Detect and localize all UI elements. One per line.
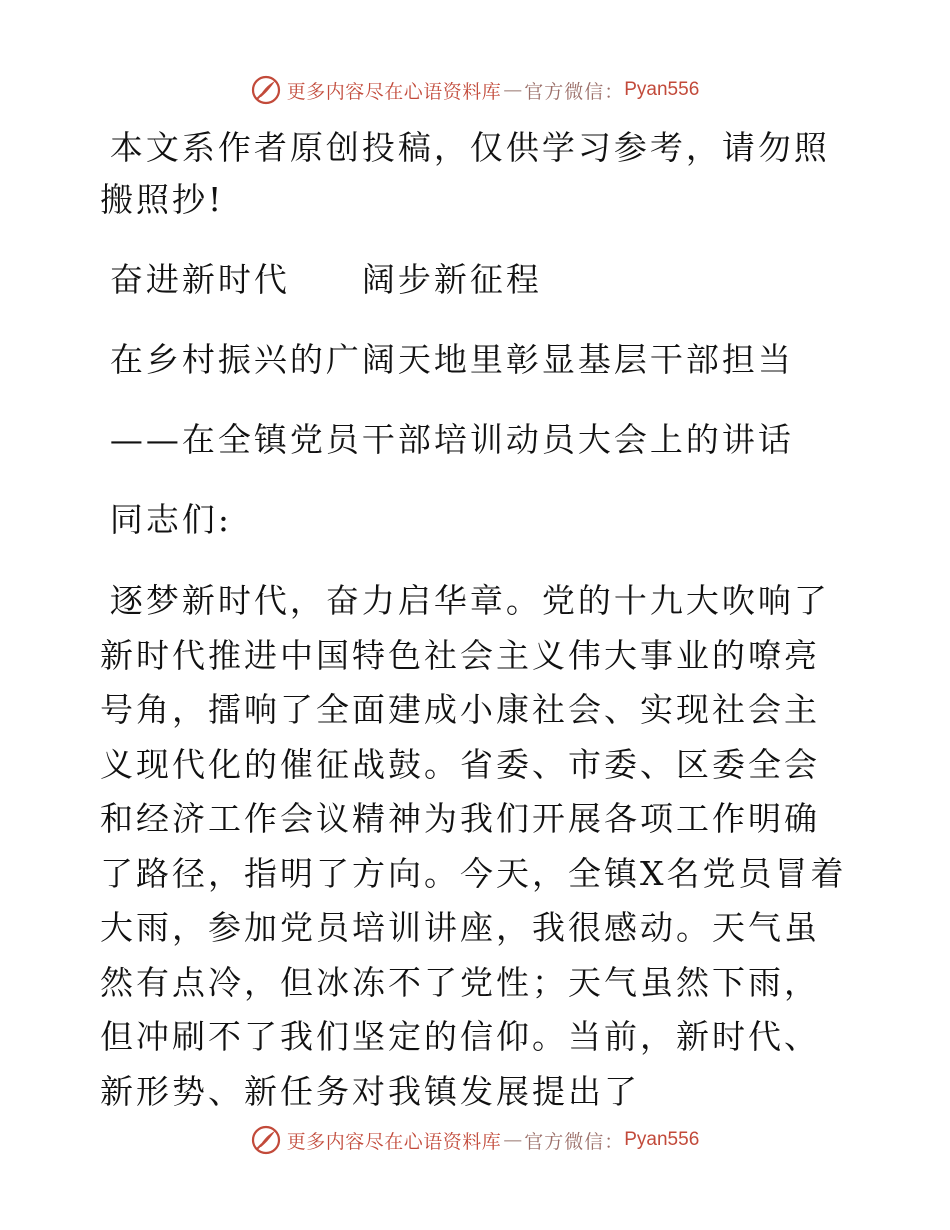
banner-text: 更多内容尽在心语资料库 xyxy=(286,80,502,103)
banner-separator: — xyxy=(503,79,523,101)
banner-wechat-label: 官方微信： xyxy=(524,1130,625,1153)
body-paragraph: 逐梦新时代，奋力启华章。党的十九大吹响了新时代推进中国特色社会主义伟大事业的嘹亮号角，擂响了全面建成小康社会、实现社会主义现代化的催征战鼓。省委、市委、区委全会和经济工作会议精神为我们开展各项工作明确了路径，指明了方向。今天，全镇X名党员冒着大雨，参加党员培训讲座，我很感动。天气虽然有点冷，但冰冻不了党性；天气虽然下雨，但冲刷不了我们坚定的信仰。当前，新时代、新形势、新任务对我镇发展提出了 xyxy=(100,581,847,1111)
banner-wechat-label: 官方微信： xyxy=(524,80,625,103)
banner-wechat-id: Pyan556 xyxy=(624,1129,700,1150)
banner-text: 更多内容尽在心语资料库 xyxy=(286,1130,502,1153)
quill-logo-icon xyxy=(251,75,281,105)
title-line-2: 在乡村振兴的广阔天地里彰显基层干部担当 xyxy=(109,340,794,379)
footer-banner xyxy=(0,1120,950,1160)
document-body xyxy=(100,122,850,1119)
title-line-1: 奋进新时代 阔步新征程 xyxy=(109,260,542,299)
salutation: 同志们: xyxy=(109,500,233,539)
quill-logo-icon xyxy=(251,1125,281,1155)
speech-subtitle: ——在全镇党员干部培训动员大会上的讲话 xyxy=(109,420,794,459)
banner-separator: — xyxy=(503,1129,523,1151)
banner-wechat-id: Pyan556 xyxy=(624,79,700,100)
copyright-notice: 本文系作者原创投稿，仅供学习参考，请勿照搬照抄! xyxy=(100,128,830,219)
header-banner xyxy=(0,70,950,110)
